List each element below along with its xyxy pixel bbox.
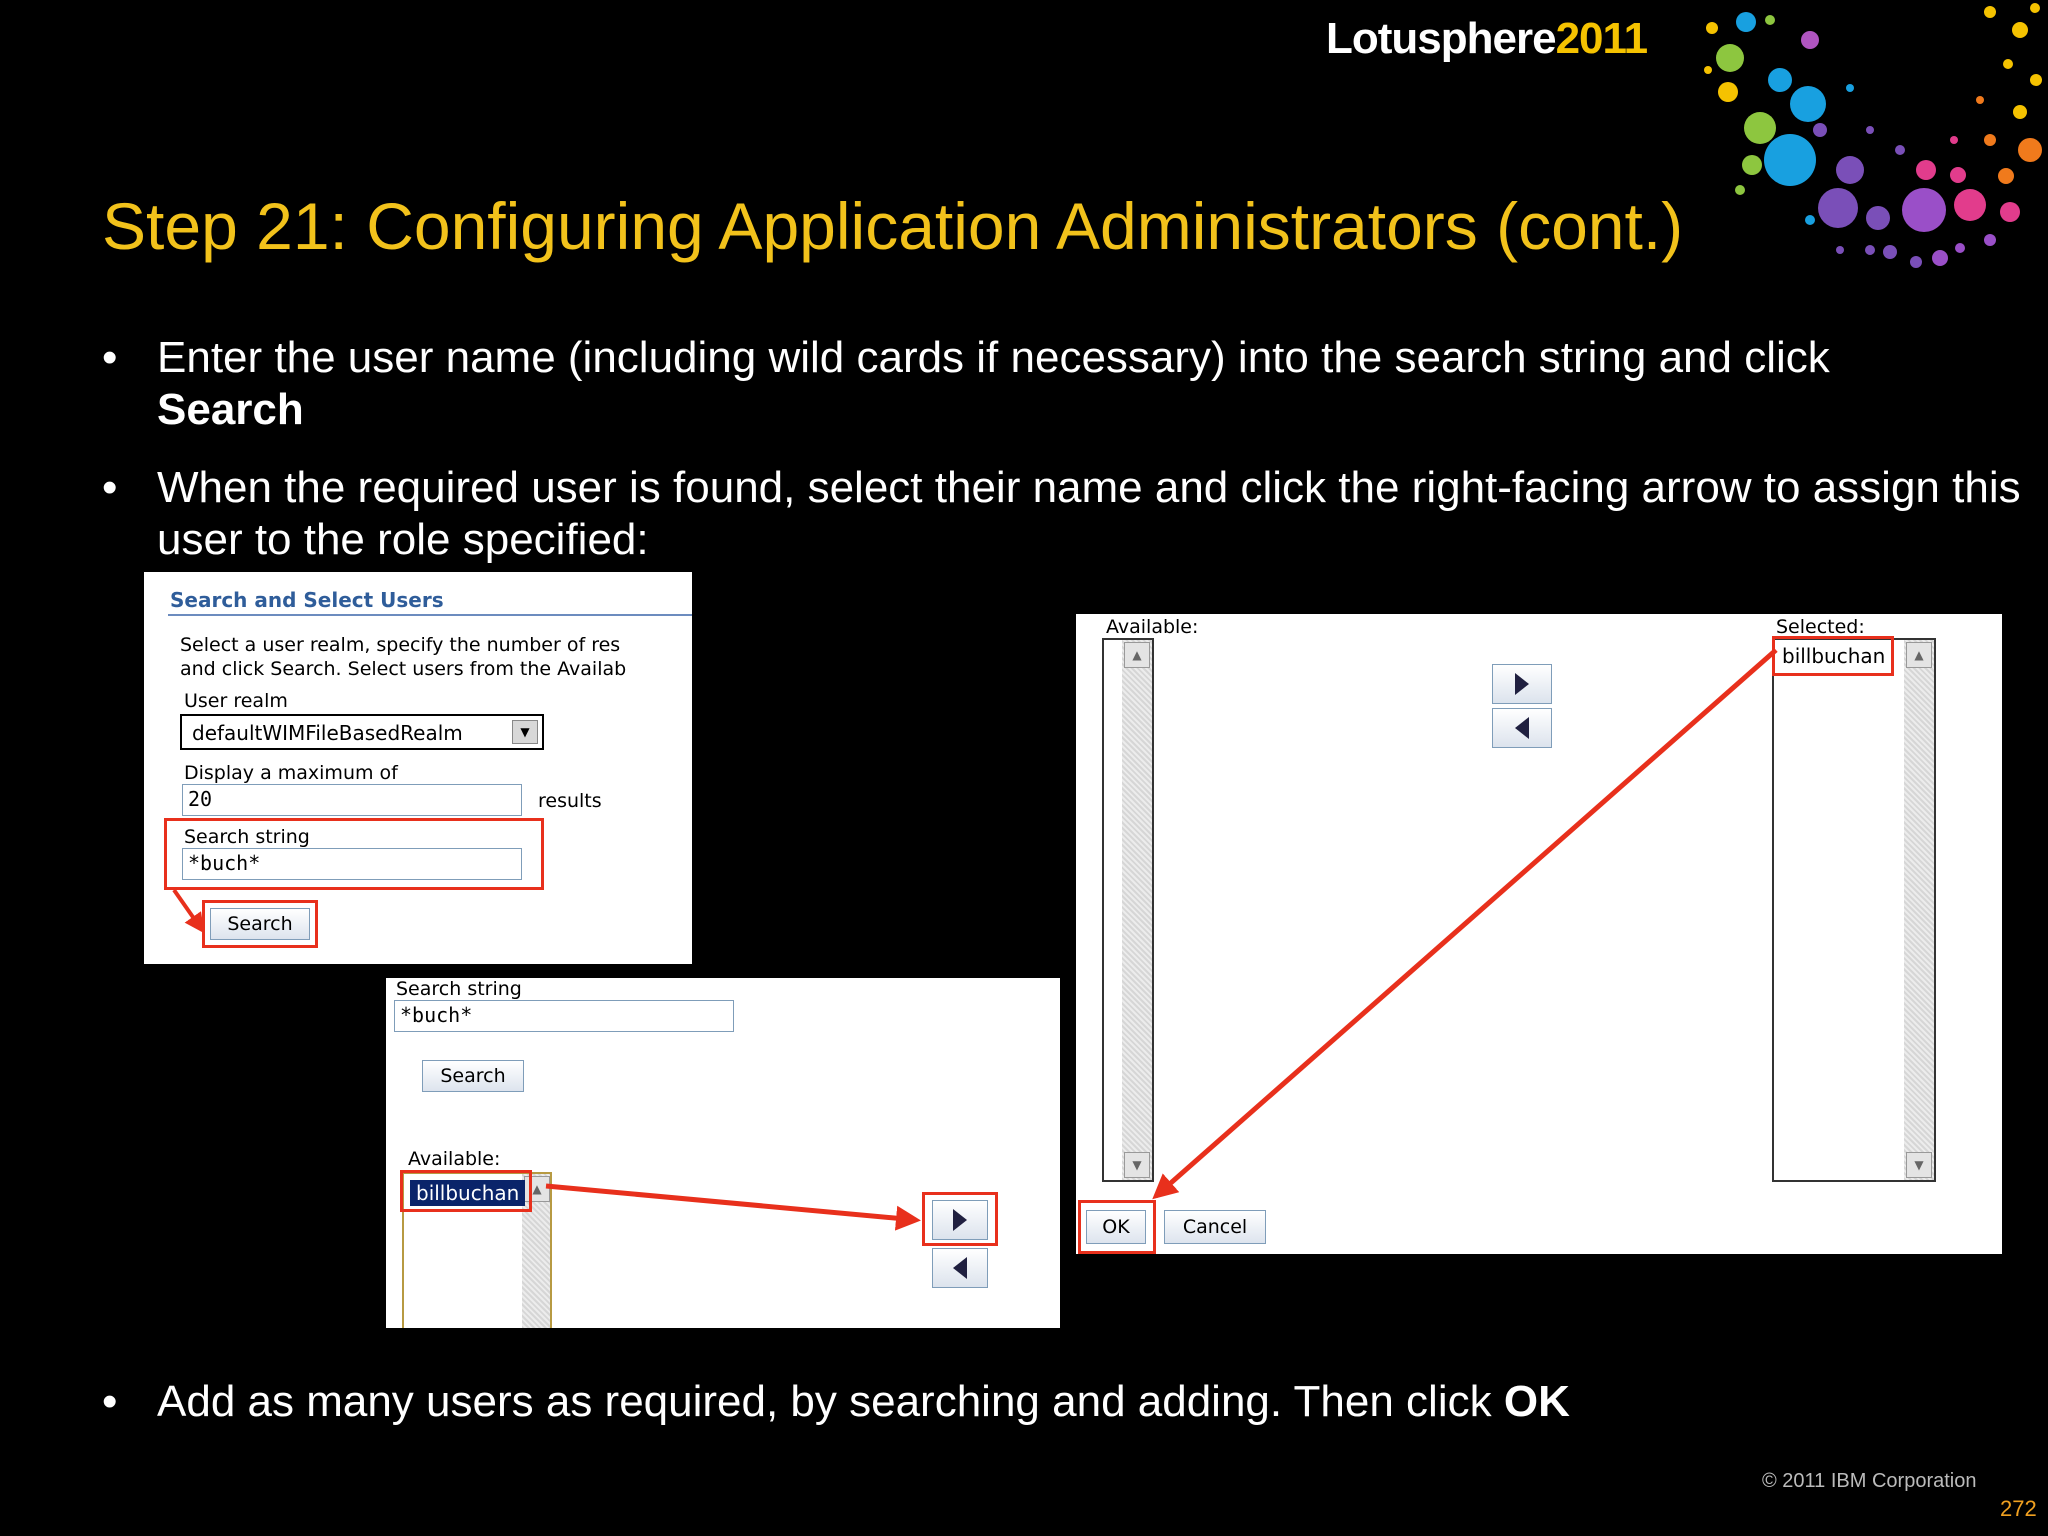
chevron-down-icon[interactable]: ▼ xyxy=(512,720,538,744)
bullet-bold-text: OK xyxy=(1503,1377,1570,1426)
decorative-dots-graphic xyxy=(1690,0,2048,290)
cancel-button[interactable]: Cancel xyxy=(1164,1210,1266,1244)
move-right-highlight xyxy=(922,1192,998,1246)
max-results-input[interactable]: 20 xyxy=(182,784,522,816)
bullet-text: Add as many users as required, by searching and adding. Then click xyxy=(157,1377,1492,1426)
selected-label: Selected: xyxy=(1776,616,1865,638)
available-label: Available: xyxy=(1106,616,1199,638)
search-button[interactable]: Search xyxy=(210,908,310,940)
scroll-up-icon[interactable]: ▲ xyxy=(1124,642,1150,668)
available-listbox[interactable] xyxy=(1102,638,1154,1182)
listbox-scrollbar[interactable] xyxy=(1904,640,1934,1180)
available-list-item[interactable]: billbuchan xyxy=(410,1180,525,1206)
search-string-label: Search string xyxy=(396,978,522,1000)
search-button-highlight xyxy=(202,900,318,948)
instructions-line: Select a user realm, specify the number of res xyxy=(180,634,621,656)
logo-year: 2011 xyxy=(1555,14,1648,63)
scroll-up-icon[interactable]: ▲ xyxy=(524,1176,550,1202)
search-select-users-panel xyxy=(144,572,692,964)
scroll-down-icon[interactable]: ▼ xyxy=(1124,1152,1150,1178)
move-left-button[interactable] xyxy=(1492,708,1552,748)
search-results-panel xyxy=(386,978,1060,1328)
search-button[interactable]: Search xyxy=(422,1060,524,1092)
arrow-left-icon xyxy=(1493,709,1551,747)
scroll-up-icon[interactable]: ▲ xyxy=(1906,642,1932,668)
selected-users-panel xyxy=(1076,614,2002,1254)
listbox-scrollbar[interactable] xyxy=(1122,640,1152,1180)
ok-button[interactable]: OK xyxy=(1086,1210,1146,1244)
search-string-label: Search string xyxy=(184,826,310,848)
ok-button-highlight xyxy=(1078,1200,1156,1254)
bullet-marker: • xyxy=(102,333,118,382)
instructions-line: and click Search. Select users from the Availab xyxy=(180,658,627,680)
results-label: results xyxy=(538,790,602,812)
move-left-button[interactable] xyxy=(932,1248,988,1288)
heading-divider xyxy=(168,614,692,616)
lotusphere-logo xyxy=(1326,14,1647,64)
scroll-down-icon[interactable]: ▼ xyxy=(1906,1152,1932,1178)
bullet-marker: • xyxy=(102,1377,118,1426)
copyright-notice: © 2011 IBM Corporation xyxy=(1762,1470,1977,1492)
panel-heading: Search and Select Users xyxy=(170,588,444,612)
realm-value: defaultWIMFileBasedRealm xyxy=(192,721,463,745)
search-string-input[interactable]: *buch* xyxy=(182,848,522,880)
selected-listbox[interactable] xyxy=(1772,638,1936,1182)
search-field-highlight xyxy=(164,818,544,890)
bullet-bold-text: Search xyxy=(157,385,304,434)
bullet-marker: • xyxy=(102,463,118,512)
page-number: 272 xyxy=(2000,1496,2037,1521)
selected-list-item[interactable]: billbuchan xyxy=(1782,644,1886,668)
slide-title: Step 21: Configuring Application Administrators (cont.) xyxy=(102,189,1684,263)
bullet-text: When the required user is found, select their name and click the right-facing arrow to assign this user to the role specified: xyxy=(157,463,2021,564)
realm-label: User realm xyxy=(184,690,288,712)
arrow-left-icon xyxy=(933,1249,987,1287)
arrow-right-icon xyxy=(1493,665,1551,703)
logo-brand: Lotusphere xyxy=(1326,14,1556,63)
selected-item-highlight xyxy=(1772,636,1894,676)
move-right-button[interactable] xyxy=(1492,664,1552,704)
max-results-label: Display a maximum of xyxy=(184,762,398,784)
bullet-text: Enter the user name (including wild cards if necessary) into the search string and click xyxy=(157,333,1830,382)
search-string-input[interactable]: *buch* xyxy=(394,1000,734,1032)
available-label: Available: xyxy=(408,1148,501,1170)
realm-select[interactable] xyxy=(180,714,544,750)
available-item-highlight xyxy=(400,1170,532,1212)
